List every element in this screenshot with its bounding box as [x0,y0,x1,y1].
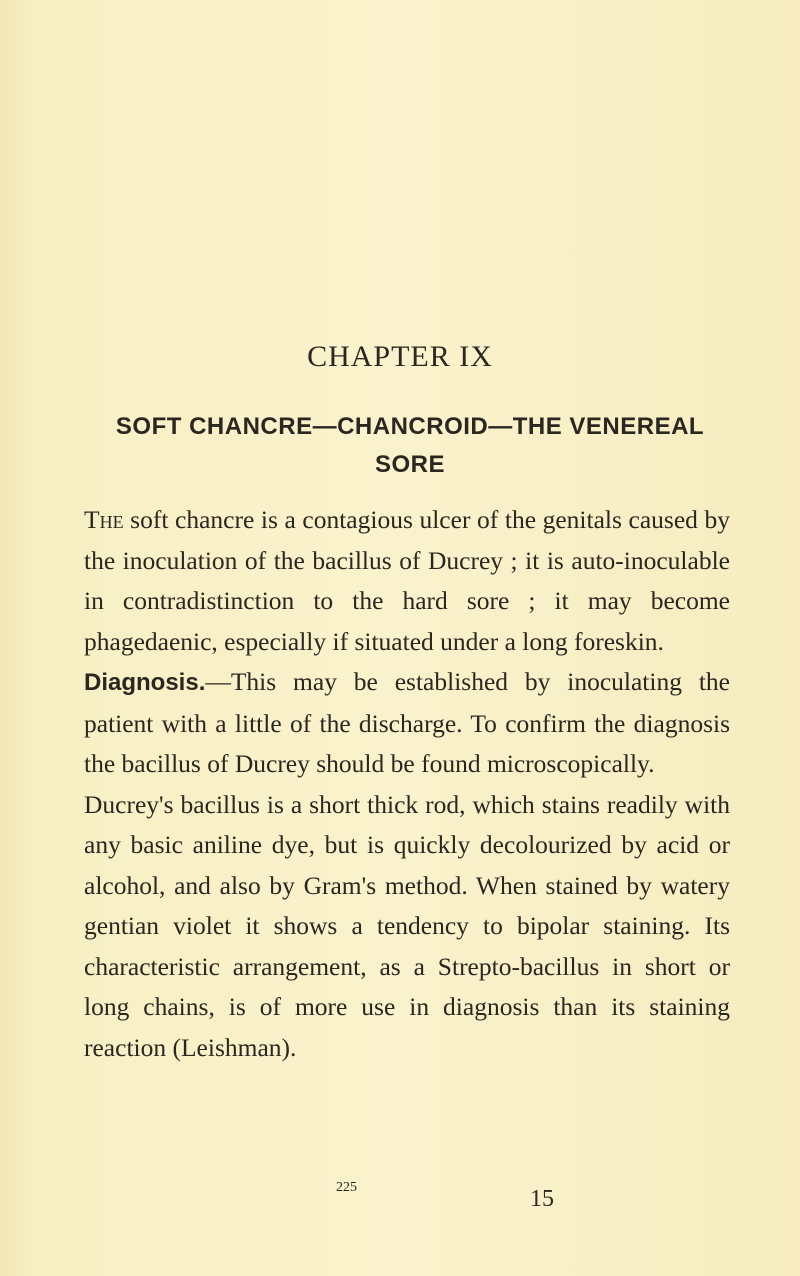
page-number: 225 [336,1180,357,1195]
page-body [84,500,730,1068]
paragraph-bacillus: Ducrey's bacillus is a short thick rod, which stains readily with any basic aniline dye, but is quickly decolourized by acid or alcohol, and also by Gram's method. When stained by watery gentian violet it shows a tendency to bipolar staining. Its characteristic arrangement, as a Strepto-bacillus in short or long chains, is of more use in diagnosis than its staining reaction (Leishman). [84,789,730,1062]
section-heading-diagnosis: Diagnosis. [84,669,206,696]
chapter-heading: CHAPTER IX [307,340,493,373]
signature-mark: 15 [530,1186,554,1212]
page-footer [0,1180,800,1220]
lead-word: The [84,505,124,534]
paragraph-diagnosis [84,662,730,785]
paragraph-intro [84,500,730,662]
chapter-title: SOFT CHANCRE—CHANCROID—THE VENEREAL SORE [115,413,705,478]
paragraph-intro-text: soft chancre is a contagious ulcer of the genitals caused by the inoculation of the bacillus of Ducrey ; it is auto-inoculable in contradistinction to the hard sore ; it may become phagedaenic, especially if situated under a long foreskin. [84,505,730,656]
paragraph-diagnosis-text: —This may be established by inoculating the patient with a little of the discharge. To confirm the diagnosis the bacillus of Ducrey should be found microscopically. [84,667,730,778]
